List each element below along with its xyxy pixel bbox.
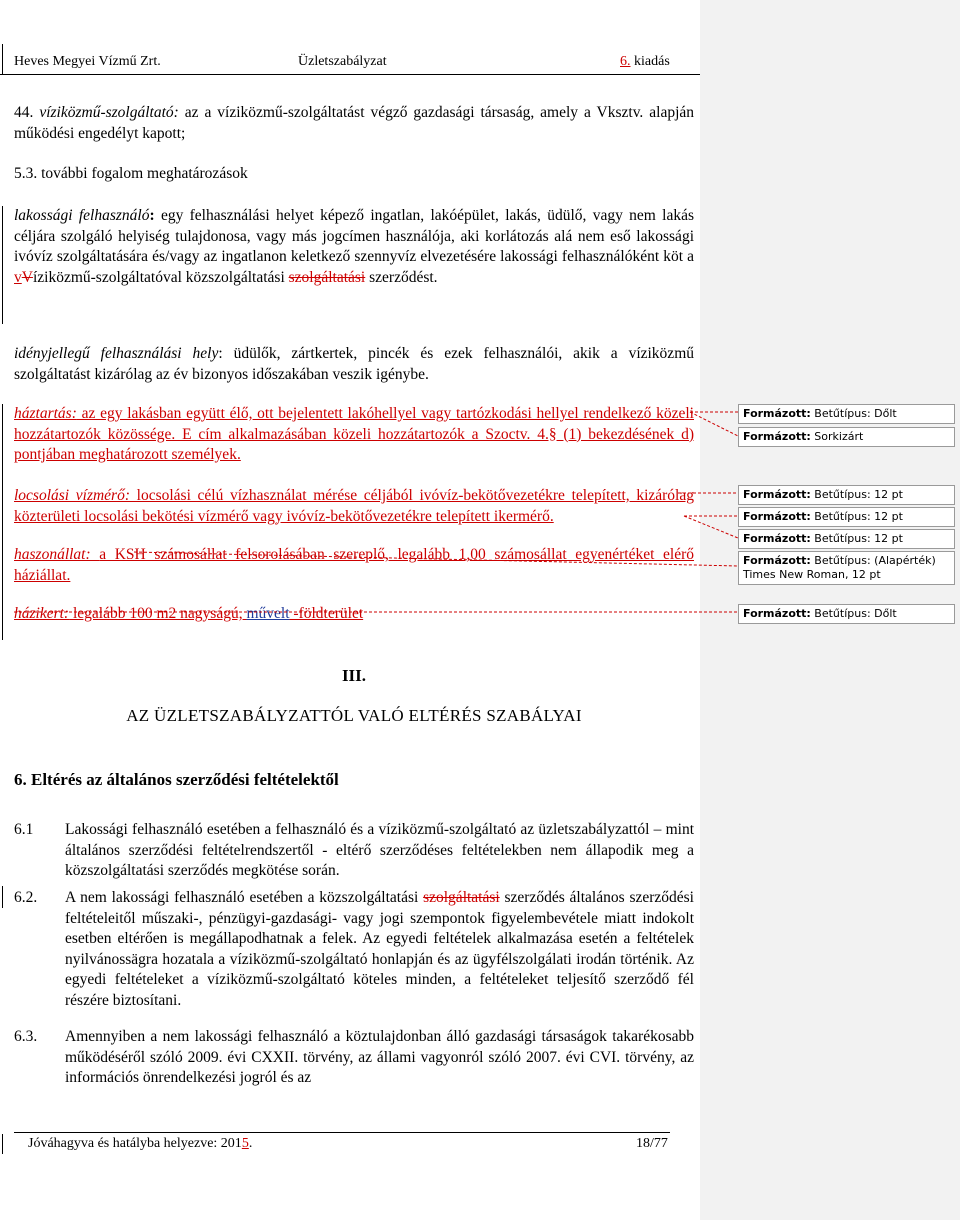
- loc-text: locsolási célú vízhasználat mérése céljából ivóvíz-bekötővezetékre telepített, kizárólag közterületi locsolási bekötési vízmérő vagy ivóvíz-bekötővezetékre telepített ikermérő.: [14, 487, 694, 525]
- chapter-number: III.: [341, 666, 367, 685]
- lak-ins-v: v: [14, 268, 22, 286]
- item-text-b: szerződés általános szerződési feltételeitől műszaki-, pénzügyi-gazdasági- vagy jogi szempontok figyelembevétele miatt indokolt esetben eltérően is megállapodhatnak a felek. Az egyedi feltételek alkalmazása esetén a feltételek nyilvánossägra hozatala a víziközmű-szolgáltató honlapján és az ügyfélszolgálati irodán történik. Az egyedi feltételeket a víziközmű-szolgáltató köteles minden, a feltételeket teljesítő szerződő fél részére biztosítani.: [65, 889, 694, 1009]
- edition-number: 6.: [620, 54, 631, 69]
- haz-term: háztartás:: [14, 405, 77, 422]
- chapter-title: AZ ÜZLETSZABÁLYZATTÓL VALÓ ELTÉRÉS SZABÁLYAI: [126, 706, 582, 725]
- item-number: 6.2.: [14, 889, 38, 906]
- footer-year-inserted: 5: [241, 1136, 249, 1151]
- idj-term: idényjellegű felhasználási hely: [14, 345, 219, 362]
- hk-text-2: -földterület: [289, 605, 364, 622]
- item-text: Lakossági felhasználó esetében a felhasználó és a víziközmű-szolgáltató az üzletszabályzattól – mint általános szerződési feltételrendszertől - eltérő szerződéses feltételekben nem állapodik meg a közszolgáltatási szerződés megkötése során.: [65, 821, 694, 879]
- idj-text: : üdülők, zártkertek, pincék és ezek felhasználói, akik a víziközmű szolgáltatást kizárólag az év bizonyos időszakában veszik igénybe.: [14, 345, 694, 383]
- lak-text-1: egy felhasználási helyet képező ingatlan, lakóépület, lakás, üdülő, vagy nem lakás céljára szolgáló helyiség tulajdonosa, vagy más jogcímen használója, aki korlátozás alá nem eső lakossági ivóvíz szolgáltatására és/vagy az ingatlanon keletkező szennyvíz elvezetésére lakossági felhasználóként köt a: [14, 207, 694, 265]
- edition-word: kiadás: [630, 54, 670, 69]
- has-term: haszonállat:: [14, 546, 100, 563]
- lak-term: lakossági felhasználó: [14, 207, 150, 224]
- item-text-deleted: szolgáltatási: [423, 889, 500, 906]
- formatting-comment[interactable]: Formázott: Betűtípus: (Alapérték) Times New Roman, 12 pt: [738, 551, 955, 585]
- item-number: 6.3.: [14, 1028, 38, 1045]
- hk-link-muvelt: művelt: [246, 605, 290, 622]
- footer-dot: .: [248, 1136, 253, 1151]
- lak-colon: :: [149, 207, 161, 224]
- def-44-text: az a víziközmű-szolgáltatást végző gazdasági társaság, amely a Vksztv. alapján működési engedélyt kapott;: [14, 104, 695, 142]
- def-44-number: 44.: [14, 104, 40, 121]
- loc-term: locsolási vízmérő:: [14, 487, 130, 504]
- formatting-comment[interactable]: Formázott: Betűtípus: 12 pt: [738, 485, 955, 505]
- subsection-5-3: 5.3. további fogalom meghatározások: [14, 165, 248, 182]
- lak-text-3: szerződést.: [365, 268, 438, 286]
- section-heading: 6. Eltérés az általános szerződési feltételektől: [14, 770, 339, 789]
- formatting-comment[interactable]: Formázott: Sorkizárt: [738, 427, 955, 447]
- item-text-a: A nem lakossági felhasználó esetében a közszolgáltatási: [65, 889, 424, 906]
- hk-text-1: legalább 100 m2 nagyságú,: [69, 605, 247, 622]
- lak-del-v: V: [21, 268, 33, 286]
- haz-text: az egy lakásban együtt élő, ott bejelentett lakóhellyel vagy tartózkodási hellyel rendelkező közeli hozzátartozók közössége. E cím alkalmazásában közeli hozzátartozók a Szoctv. 4.§ (1) bekezdésének d) pontjában meghatározott személyek.: [14, 405, 694, 463]
- has-text: a KSH számosállat felsorolásában szereplő, legalább 1,00 számosállat egyenértéket elérő háziállat.: [14, 546, 694, 584]
- item-number: 6.1: [14, 821, 34, 838]
- formatting-comment[interactable]: Formázott: Betűtípus: Dőlt: [738, 404, 955, 424]
- item-text: Amennyiben a nem lakossági felhasználó a köztulajdonban álló gazdasági társaságok takarékosabb működéséről szóló 2009. évi CXXII. törvény, az állami vagyonról szóló 2007. évi CVI. törvény, az információs önrendelkezési jogról és az: [65, 1028, 694, 1086]
- header-doc-title: Üzletszabályzat: [298, 54, 387, 69]
- footer-approved-text: Jóváhagyva és hatályba helyezve: 201: [28, 1136, 242, 1151]
- footer-page-number: 18/77: [636, 1136, 668, 1151]
- formatting-comment[interactable]: Formázott: Betűtípus: 12 pt: [738, 507, 955, 527]
- formatting-comment[interactable]: Formázott: Betűtípus: 12 pt: [738, 529, 955, 549]
- formatting-comment[interactable]: Formázott: Betűtípus: Dőlt: [738, 604, 955, 624]
- hk-term: házikert:: [14, 605, 70, 622]
- def-44-term: víziközmű-szolgáltató:: [39, 104, 179, 121]
- lak-text-2: íziközmű-szolgáltatóval közszolgáltatási: [32, 268, 289, 286]
- header-company: Heves Megyei Vízmű Zrt.: [14, 54, 161, 69]
- lak-del-szolgaltatasi: szolgáltatási: [288, 268, 366, 286]
